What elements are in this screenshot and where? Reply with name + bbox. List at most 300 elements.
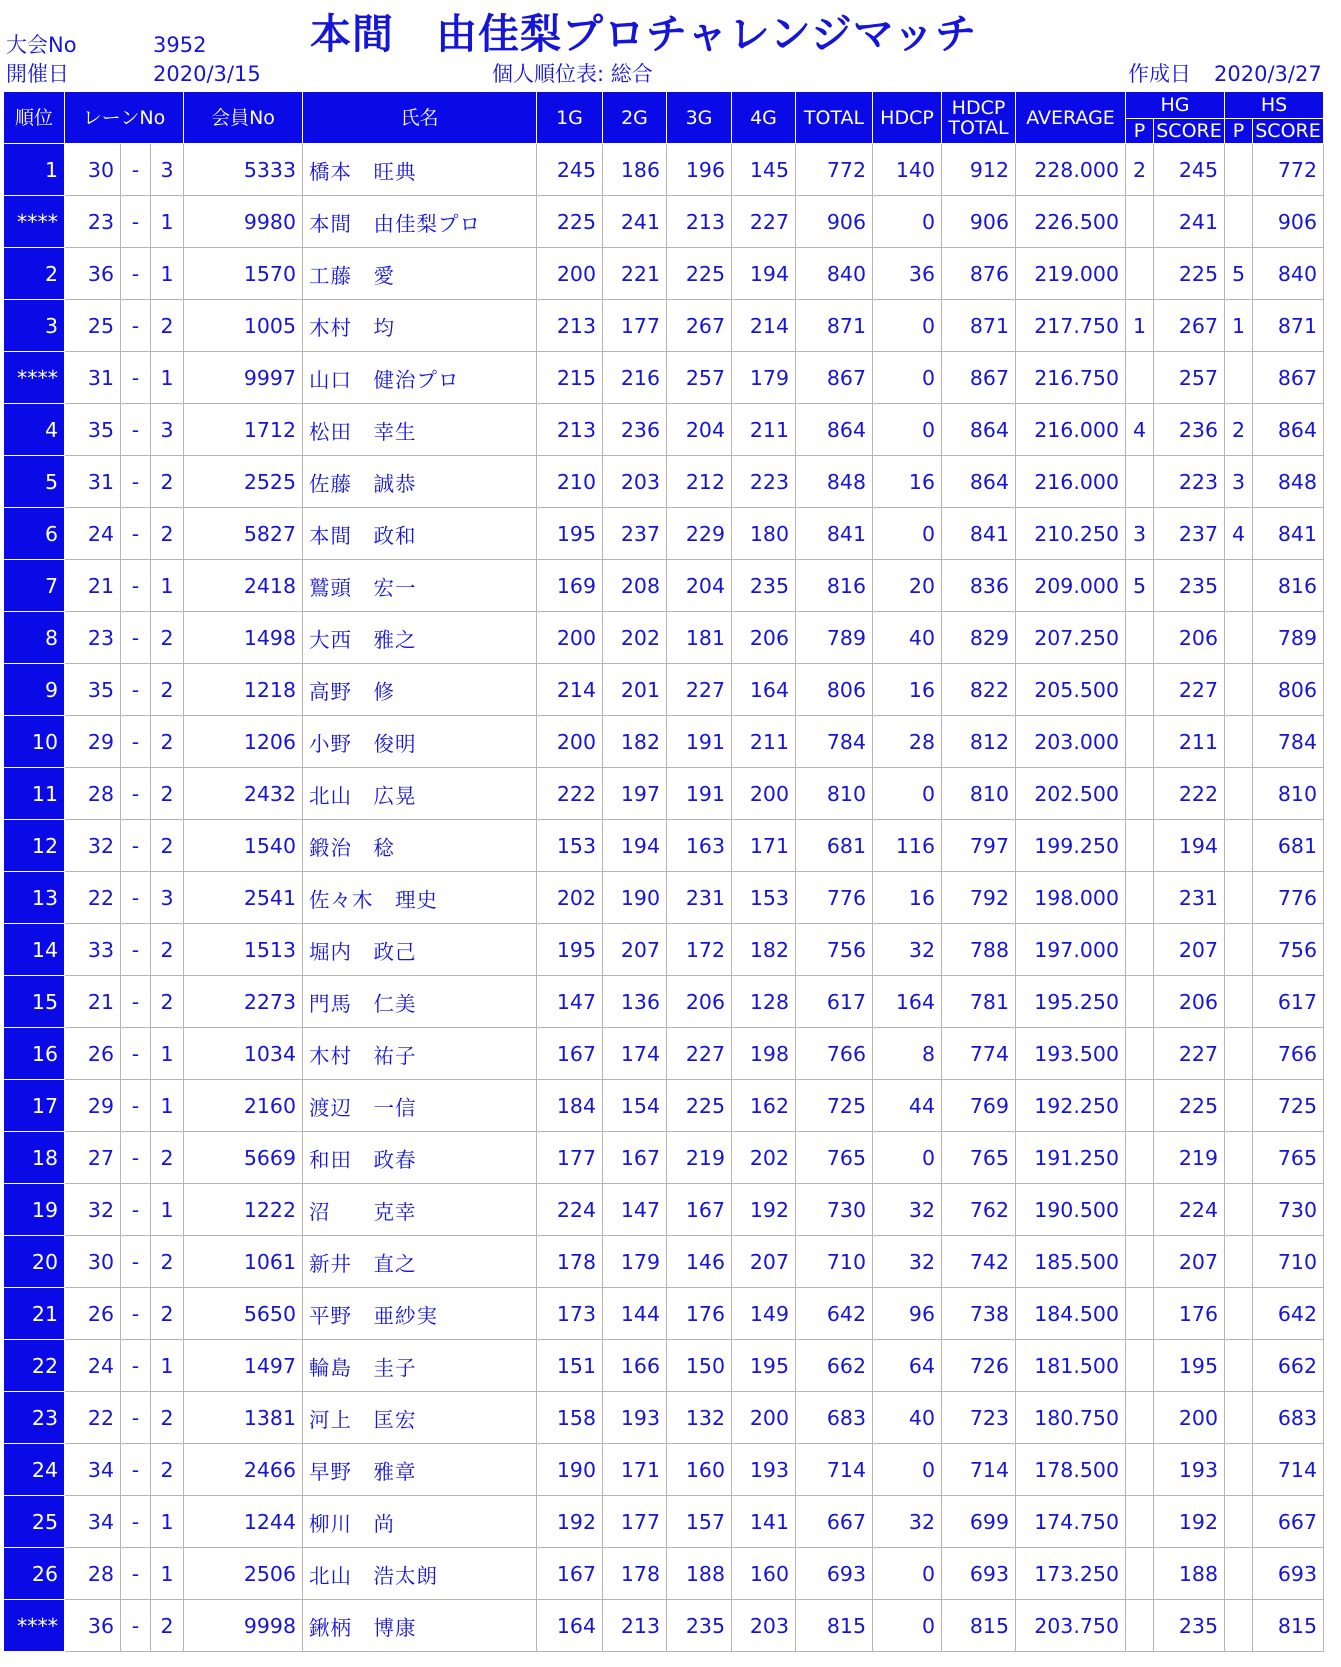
hdcp-cell: 40 [873,1392,942,1444]
box-cell: 1 [151,1028,184,1080]
rank-cell: 9 [4,664,65,716]
game4-cell: 153 [732,872,796,924]
table-body [4,144,1324,1652]
lane-dash: - [121,612,151,664]
hdcp-total-cell: 906 [942,196,1016,248]
hg-score-cell: 192 [1154,1496,1225,1548]
name-cell: 佐藤 誠恭 [303,456,537,508]
box-cell: 2 [151,716,184,768]
hg-score-cell: 206 [1154,612,1225,664]
hdcp-total-cell: 815 [942,1600,1016,1652]
game4-cell: 162 [732,1080,796,1132]
game4-cell: 198 [732,1028,796,1080]
rank-cell: 8 [4,612,65,664]
table-row [4,924,1324,976]
game2-cell: 136 [603,976,667,1028]
game2-cell: 197 [603,768,667,820]
game1-cell: 151 [537,1340,603,1392]
hg-place-header: P [1126,119,1154,144]
name-cell: 松田 幸生 [303,404,537,456]
hs-score-cell: 617 [1253,976,1324,1028]
game1-cell: 222 [537,768,603,820]
game4-cell: 179 [732,352,796,404]
table-row [4,352,1324,404]
hs-score-header: SCORE [1253,119,1324,144]
game4-cell: 223 [732,456,796,508]
hdcp-cell: 0 [873,768,942,820]
hs-place-cell [1225,1184,1253,1236]
box-cell: 2 [151,456,184,508]
game1-cell: 200 [537,612,603,664]
ranking-table [3,91,1324,1652]
member-no-cell: 9997 [184,352,303,404]
hdcp-total-cell: 841 [942,508,1016,560]
lane-dash: - [121,1236,151,1288]
lane-cell: 32 [65,1184,121,1236]
name-cell: 鍬柄 博康 [303,1600,537,1652]
game2-cell: 178 [603,1548,667,1600]
lane-dash: - [121,976,151,1028]
hdcp-cell: 40 [873,612,942,664]
hdcp-total-cell: 781 [942,976,1016,1028]
rank-cell: 20 [4,1236,65,1288]
member-no-cell: 2273 [184,976,303,1028]
game2-cell: 203 [603,456,667,508]
rank-cell: 11 [4,768,65,820]
hs-place-cell [1225,1392,1253,1444]
hg-place-cell [1126,352,1154,404]
lane-cell: 27 [65,1132,121,1184]
total-cell: 815 [796,1600,873,1652]
total-cell: 867 [796,352,873,404]
lane-dash: - [121,456,151,508]
hdcp-cell: 0 [873,1600,942,1652]
average-cell: 193.500 [1016,1028,1126,1080]
hs-place-cell [1225,352,1253,404]
table-row [4,768,1324,820]
game3-cell: 225 [667,248,732,300]
box-cell: 1 [151,1548,184,1600]
lane-cell: 31 [65,456,121,508]
hdcp-cell: 96 [873,1288,942,1340]
table-row [4,1132,1324,1184]
average-header: AVERAGE [1016,92,1126,144]
average-cell: 216.000 [1016,456,1126,508]
hdcp-cell: 36 [873,248,942,300]
member-no-cell: 2418 [184,560,303,612]
total-cell: 906 [796,196,873,248]
game1-cell: 192 [537,1496,603,1548]
average-cell: 192.250 [1016,1080,1126,1132]
game2-cell: 241 [603,196,667,248]
member-no-cell: 5650 [184,1288,303,1340]
box-cell: 2 [151,508,184,560]
total-cell: 642 [796,1288,873,1340]
hg-place-cell [1126,1132,1154,1184]
hg-place-cell: 1 [1126,300,1154,352]
game1-cell: 195 [537,508,603,560]
member-no-cell: 2541 [184,872,303,924]
hdcp-cell: 140 [873,144,942,196]
game4-cell: 180 [732,508,796,560]
game2-cell: 179 [603,1236,667,1288]
table-row [4,196,1324,248]
lane-dash: - [121,352,151,404]
rank-cell: 3 [4,300,65,352]
member-no-cell: 2466 [184,1444,303,1496]
average-cell: 195.250 [1016,976,1126,1028]
high-game-header: HG [1126,92,1225,119]
game1-cell: 173 [537,1288,603,1340]
lane-dash: - [121,1548,151,1600]
hg-place-cell [1126,1340,1154,1392]
hdcp-total-header-line1: HDCP [951,96,1006,119]
lane-dash: - [121,560,151,612]
average-cell: 202.500 [1016,768,1126,820]
game2-cell: 166 [603,1340,667,1392]
hg-place-cell [1126,456,1154,508]
hg-place-cell [1126,1288,1154,1340]
table-row [4,508,1324,560]
average-cell: 219.000 [1016,248,1126,300]
game4-cell: 171 [732,820,796,872]
box-cell: 2 [151,820,184,872]
hs-score-cell: 765 [1253,1132,1324,1184]
name-cell: 平野 亜紗実 [303,1288,537,1340]
game1-cell: 169 [537,560,603,612]
member-no-cell: 1222 [184,1184,303,1236]
box-cell: 2 [151,1236,184,1288]
rank-cell: 10 [4,716,65,768]
game2-cell: 193 [603,1392,667,1444]
tournament-no-value: 3952 [153,33,207,57]
hg-place-cell [1126,924,1154,976]
report-subtitle: 個人順位表: 総合 [492,62,653,86]
average-cell: 191.250 [1016,1132,1126,1184]
lane-dash: - [121,1288,151,1340]
total-cell: 730 [796,1184,873,1236]
box-cell: 1 [151,352,184,404]
box-cell: 2 [151,1444,184,1496]
rank-cell: **** [4,352,65,404]
member-no-cell: 1034 [184,1028,303,1080]
rank-cell: 1 [4,144,65,196]
lane-dash: - [121,300,151,352]
member-no-cell: 5827 [184,508,303,560]
game4-header: 4G [732,92,796,144]
hdcp-total-cell: 864 [942,456,1016,508]
hdcp-total-cell: 812 [942,716,1016,768]
game2-cell: 177 [603,300,667,352]
hg-place-cell [1126,1028,1154,1080]
game1-cell: 210 [537,456,603,508]
lane-cell: 28 [65,768,121,820]
total-cell: 841 [796,508,873,560]
name-cell: 佐々木 理史 [303,872,537,924]
hs-place-cell [1225,560,1253,612]
hs-place-cell: 5 [1225,248,1253,300]
member-no-cell: 1381 [184,1392,303,1444]
member-no-cell: 1005 [184,300,303,352]
game3-cell: 206 [667,976,732,1028]
game4-cell: 235 [732,560,796,612]
name-cell: 木村 祐子 [303,1028,537,1080]
member-no-cell: 9998 [184,1600,303,1652]
lane-cell: 35 [65,404,121,456]
hg-place-cell [1126,716,1154,768]
game4-cell: 202 [732,1132,796,1184]
total-cell: 864 [796,404,873,456]
table-row [4,1496,1324,1548]
hs-place-header: P [1225,119,1253,144]
lane-cell: 26 [65,1028,121,1080]
box-cell: 2 [151,924,184,976]
table-row [4,1392,1324,1444]
hg-place-cell [1126,976,1154,1028]
hdcp-cell: 44 [873,1080,942,1132]
member-no-cell: 1061 [184,1236,303,1288]
game1-cell: 190 [537,1444,603,1496]
hg-score-cell: 195 [1154,1340,1225,1392]
game3-cell: 188 [667,1548,732,1600]
hs-place-cell: 4 [1225,508,1253,560]
game4-cell: 203 [732,1600,796,1652]
name-cell: 早野 雅章 [303,1444,537,1496]
game2-cell: 154 [603,1080,667,1132]
hdcp-cell: 0 [873,300,942,352]
lane-cell: 30 [65,144,121,196]
hs-place-cell [1225,1444,1253,1496]
game4-cell: 192 [732,1184,796,1236]
hdcp-total-cell: 876 [942,248,1016,300]
average-cell: 173.250 [1016,1548,1126,1600]
lane-dash: - [121,924,151,976]
average-cell: 184.500 [1016,1288,1126,1340]
box-cell: 2 [151,1132,184,1184]
hs-score-cell: 662 [1253,1340,1324,1392]
hdcp-cell: 64 [873,1340,942,1392]
game3-cell: 219 [667,1132,732,1184]
total-cell: 871 [796,300,873,352]
member-no-cell: 1244 [184,1496,303,1548]
hs-place-cell [1225,1600,1253,1652]
hg-place-cell [1126,872,1154,924]
hs-score-cell: 710 [1253,1236,1324,1288]
game4-cell: 164 [732,664,796,716]
lane-cell: 36 [65,248,121,300]
game4-cell: 207 [732,1236,796,1288]
hs-score-cell: 730 [1253,1184,1324,1236]
hdcp-total-cell: 871 [942,300,1016,352]
member-no-cell: 1206 [184,716,303,768]
total-cell: 683 [796,1392,873,1444]
box-cell: 1 [151,1184,184,1236]
hdcp-total-cell: 792 [942,872,1016,924]
rank-header: 順位 [4,92,65,144]
hdcp-total-cell: 765 [942,1132,1016,1184]
average-cell: 228.000 [1016,144,1126,196]
box-cell: 1 [151,1496,184,1548]
hg-score-cell: 235 [1154,560,1225,612]
name-cell: 北山 広晃 [303,768,537,820]
name-cell: 沼 克幸 [303,1184,537,1236]
average-cell: 216.750 [1016,352,1126,404]
game3-header: 3G [667,92,732,144]
total-cell: 840 [796,248,873,300]
total-cell: 810 [796,768,873,820]
game3-cell: 191 [667,716,732,768]
hg-score-cell: 227 [1154,1028,1225,1080]
game2-cell: 237 [603,508,667,560]
rank-cell: 24 [4,1444,65,1496]
game1-cell: 178 [537,1236,603,1288]
table-row [4,820,1324,872]
game3-cell: 181 [667,612,732,664]
game3-cell: 176 [667,1288,732,1340]
hs-score-cell: 725 [1253,1080,1324,1132]
hs-score-cell: 816 [1253,560,1324,612]
event-date-label: 開催日 [6,62,69,86]
hg-score-cell: 231 [1154,872,1225,924]
hdcp-total-cell: 714 [942,1444,1016,1496]
box-cell: 2 [151,1600,184,1652]
game1-cell: 214 [537,664,603,716]
lane-dash: - [121,1444,151,1496]
lane-cell: 21 [65,976,121,1028]
lane-cell: 21 [65,560,121,612]
average-cell: 198.000 [1016,872,1126,924]
hdcp-cell: 164 [873,976,942,1028]
average-cell: 174.750 [1016,1496,1126,1548]
member-no-cell: 1218 [184,664,303,716]
game2-cell: 177 [603,1496,667,1548]
rank-cell: 26 [4,1548,65,1600]
hdcp-total-cell: 867 [942,352,1016,404]
game2-cell: 213 [603,1600,667,1652]
hdcp-total-cell: 723 [942,1392,1016,1444]
lane-cell: 29 [65,1080,121,1132]
hs-place-cell [1225,768,1253,820]
game2-cell: 221 [603,248,667,300]
game1-cell: 164 [537,1600,603,1652]
hdcp-header: HDCP [873,92,942,144]
hdcp-total-cell: 726 [942,1340,1016,1392]
hdcp-cell: 0 [873,404,942,456]
average-cell: 203.000 [1016,716,1126,768]
hg-place-cell [1126,1444,1154,1496]
game1-cell: 184 [537,1080,603,1132]
hs-score-cell: 642 [1253,1288,1324,1340]
lane-cell: 25 [65,300,121,352]
lane-dash: - [121,196,151,248]
lane-cell: 28 [65,1548,121,1600]
hs-score-cell: 864 [1253,404,1324,456]
total-cell: 765 [796,1132,873,1184]
hg-score-cell: 257 [1154,352,1225,404]
hdcp-total-cell: 738 [942,1288,1016,1340]
name-cell: 北山 浩太朗 [303,1548,537,1600]
hg-place-cell [1126,820,1154,872]
table-row [4,300,1324,352]
name-cell: 柳川 尚 [303,1496,537,1548]
game1-cell: 167 [537,1028,603,1080]
hs-place-cell [1225,196,1253,248]
game4-cell: 211 [732,404,796,456]
hs-score-cell: 871 [1253,300,1324,352]
total-cell: 617 [796,976,873,1028]
hs-score-cell: 789 [1253,612,1324,664]
game1-cell: 213 [537,404,603,456]
game3-cell: 163 [667,820,732,872]
hg-score-cell: 176 [1154,1288,1225,1340]
game4-cell: 141 [732,1496,796,1548]
table-row [4,1184,1324,1236]
hg-place-cell [1126,1392,1154,1444]
rank-cell: 14 [4,924,65,976]
hdcp-cell: 16 [873,872,942,924]
game1-cell: 200 [537,248,603,300]
box-cell: 1 [151,196,184,248]
hdcp-total-cell: 774 [942,1028,1016,1080]
hg-place-cell [1126,1080,1154,1132]
rank-cell: 23 [4,1392,65,1444]
box-cell: 3 [151,404,184,456]
game3-cell: 257 [667,352,732,404]
total-cell: 681 [796,820,873,872]
lane-dash: - [121,1132,151,1184]
member-header: 会員No [184,92,303,144]
total-cell: 789 [796,612,873,664]
hdcp-total-header [942,92,1016,144]
rank-cell: 4 [4,404,65,456]
game4-cell: 200 [732,768,796,820]
table-row [4,1288,1324,1340]
hg-score-cell: 188 [1154,1548,1225,1600]
average-cell: 199.250 [1016,820,1126,872]
hs-score-cell: 776 [1253,872,1324,924]
rank-cell: 17 [4,1080,65,1132]
table-row [4,1548,1324,1600]
table-row [4,1340,1324,1392]
box-cell: 2 [151,976,184,1028]
high-series-header: HS [1225,92,1324,119]
name-cell: 山口 健治プロ [303,352,537,404]
hs-score-cell: 815 [1253,1600,1324,1652]
rank-cell: 19 [4,1184,65,1236]
rank-cell: **** [4,1600,65,1652]
game3-cell: 213 [667,196,732,248]
hg-score-cell: 227 [1154,664,1225,716]
game4-cell: 206 [732,612,796,664]
game3-cell: 225 [667,1080,732,1132]
rank-cell: 6 [4,508,65,560]
table-row [4,456,1324,508]
table-row [4,144,1324,196]
hs-place-cell [1225,1132,1253,1184]
member-no-cell: 1712 [184,404,303,456]
hg-score-cell: 236 [1154,404,1225,456]
box-cell: 2 [151,768,184,820]
hdcp-total-cell: 788 [942,924,1016,976]
average-cell: 209.000 [1016,560,1126,612]
hdcp-cell: 0 [873,1132,942,1184]
box-cell: 1 [151,1080,184,1132]
rank-cell: 7 [4,560,65,612]
lane-dash: - [121,508,151,560]
hdcp-total-cell: 742 [942,1236,1016,1288]
game1-cell: 202 [537,872,603,924]
table-row [4,1028,1324,1080]
